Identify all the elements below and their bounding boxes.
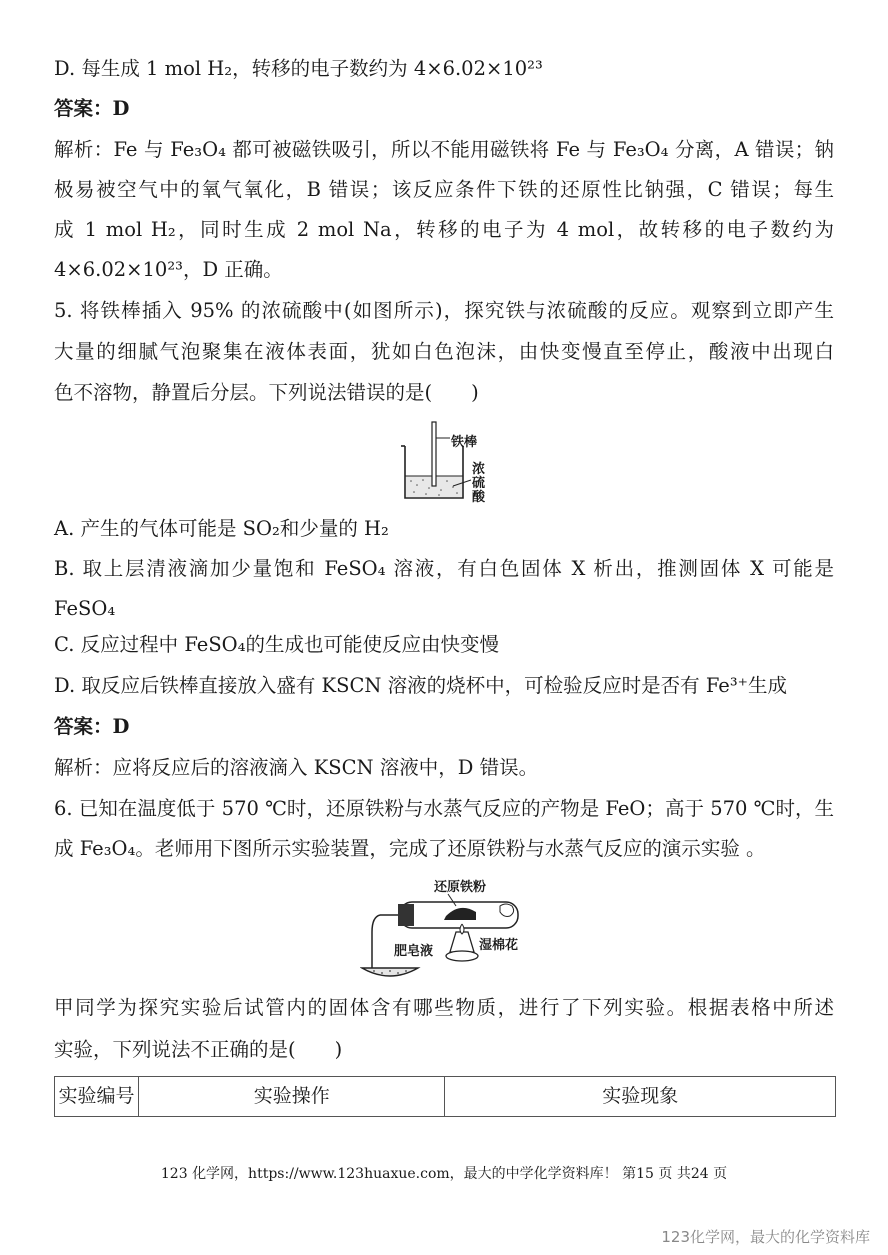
answer-q4: 答案：D bbox=[54, 97, 130, 120]
q5-option-a: A. 产生的气体可能是 SO₂和少量的 H₂ bbox=[54, 517, 389, 540]
q5-stem-line-2: 大量的细腻气泡聚集在液体表面，犹如白色泡沫，由快变慢直至停止，酸液中出现白 bbox=[54, 340, 834, 363]
analysis-q5: 解析：应将反应后的溶液滴入 KSCN 溶液中，D 错误。 bbox=[54, 756, 539, 779]
page-footer: 123 化学网，https://www.123huaxue.com，最大的中学化学资料库！ 第15 页 共24 页 bbox=[160, 1166, 728, 1182]
header-exp-operation: 实验操作 bbox=[139, 1077, 445, 1117]
fig1-label-rod: 铁棒 bbox=[451, 435, 478, 450]
analysis-q4-line-2: 极易被空气中的氧气氧化，B 错误；该反应条件下铁的还原性比钠强，C 错误；每生 bbox=[54, 178, 834, 201]
experiment-table bbox=[54, 1076, 836, 1117]
analysis-q4-line-1: 解析：Fe 与 Fe₃O₄ 都可被磁铁吸引，所以不能用磁铁将 Fe 与 Fe₃O₄ 分离，A 错误；钠 bbox=[54, 138, 834, 161]
q6-stem-line-1: 6. 已知在温度低于 570 ℃时，还原铁粉与水蒸气反应的产物是 FeO；高于 570 ℃时，生 bbox=[54, 797, 834, 820]
q5-option-c: C. 反应过程中 FeSO₄的生成也可能使反应由快变慢 bbox=[54, 633, 499, 656]
answer-q5: 答案：D bbox=[54, 715, 130, 738]
q5-stem-line-3: 色不溶物，静置后分层。下列说法错误的是( ) bbox=[54, 381, 479, 404]
q5-option-d: D. 取反应后铁棒直接放入盛有 KSCN 溶液的烧杯中，可检验反应时是否有 Fe³⁺生成 bbox=[54, 674, 787, 697]
analysis-q4-line-4: 4×6.02×10²³，D 正确。 bbox=[54, 258, 283, 281]
analysis-q4-line-3: 成 1 mol H₂，同时生成 2 mol Na，转移的电子为 4 mol，故转移的电子数约为 bbox=[54, 218, 834, 241]
fig2-label-cotton: 湿棉花 bbox=[479, 938, 519, 953]
q5-stem-line-1: 5. 将铁棒插入 95% 的浓硫酸中(如图所示)，探究铁与浓硫酸的反应。观察到立即产生 bbox=[54, 299, 834, 322]
fig1-label-acid-2: 硫 bbox=[472, 476, 486, 491]
q6-follow-line-2: 实验，下列说法不正确的是( ) bbox=[54, 1038, 343, 1061]
option-d-q4: D. 每生成 1 mol H₂，转移的电子数约为 4×6.02×10²³ bbox=[54, 57, 543, 80]
q5-option-b: B. 取上层清液滴加少量饱和 FeSO₄ 溶液，有白色固体 X 析出，推测固体 X 可能是 bbox=[54, 557, 834, 580]
q6-stem-line-2: 成 Fe₃O₄。老师用下图所示实验装置，完成了还原铁粉与水蒸气反应的演示实验 。 bbox=[54, 837, 766, 860]
header-exp-number: 实验编号 bbox=[55, 1077, 139, 1117]
fig2-label-soap: 肥皂液 bbox=[394, 944, 434, 959]
fig1-label-acid-3: 酸 bbox=[472, 490, 486, 505]
q5-option-b-cont: FeSO₄ bbox=[54, 597, 116, 620]
fig2-label-iron: 还原铁粉 bbox=[434, 880, 487, 895]
header-exp-phenomenon: 实验现象 bbox=[445, 1077, 836, 1117]
q6-follow-line-1: 甲同学为探究实验后试管内的固体含有哪些物质，进行了下列实验。根据表格中所述 bbox=[54, 996, 834, 1019]
table-header-row bbox=[55, 1077, 836, 1117]
fig1-label-acid-1: 浓 bbox=[472, 462, 486, 477]
watermark: 123化学网，最大的化学资料库 bbox=[661, 1228, 870, 1246]
